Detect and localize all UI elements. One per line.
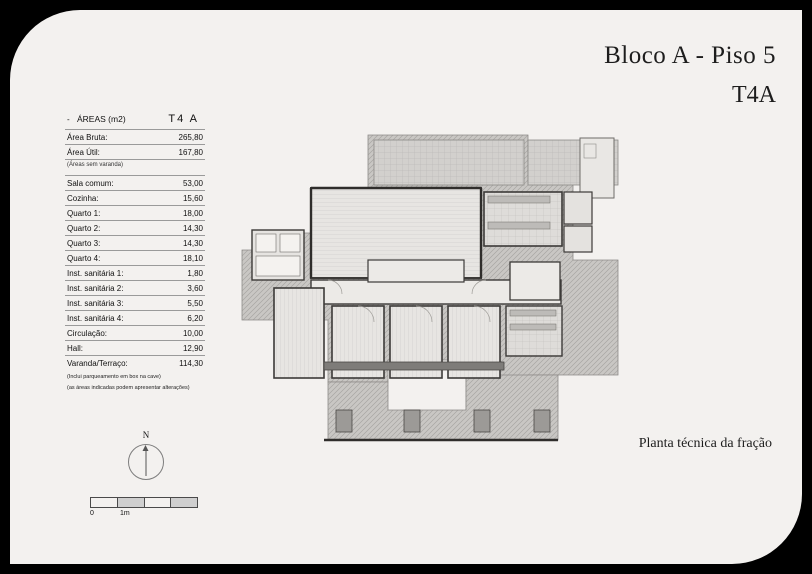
compass-needle-icon <box>146 448 147 476</box>
compass-north-label: N <box>142 430 150 440</box>
row-value: 18,00 <box>182 208 203 218</box>
scale-bar <box>90 497 198 522</box>
table-row <box>65 205 205 220</box>
row-label: Inst. sanitária 3: <box>67 298 124 308</box>
row-label: Quarto 4: <box>67 253 101 263</box>
scale-bar-labels <box>90 510 198 522</box>
table-row <box>65 325 205 340</box>
table-row <box>65 310 205 325</box>
row-label: Sala comum: <box>67 178 114 188</box>
row-label: Circulação: <box>67 328 108 338</box>
compass-dial <box>128 444 164 480</box>
areas-title: ÁREAS (m2) <box>77 114 126 124</box>
row-value: 12,90 <box>182 343 203 353</box>
row-label: Varanda/Terraço: <box>67 358 128 368</box>
room-cozinha <box>484 192 592 252</box>
areas-table <box>65 113 205 393</box>
row-label: Quarto 3: <box>67 238 101 248</box>
areas-table-header <box>65 113 205 129</box>
areas-code: T4 A <box>168 113 199 125</box>
table-row <box>65 295 205 310</box>
table-row <box>65 340 205 355</box>
row-label: Inst. sanitária 4: <box>67 313 124 323</box>
plan-caption: Planta técnica da fração <box>638 436 772 451</box>
row-value: 6,20 <box>187 313 203 323</box>
row-value: 167,80 <box>178 147 203 157</box>
row-value: 5,50 <box>187 298 203 308</box>
scale-segment <box>145 498 172 507</box>
row-value: 18,10 <box>182 253 203 263</box>
floor-plan-drawing <box>228 110 648 455</box>
row-label: Cozinha: <box>67 193 99 203</box>
row-label: Quarto 1: <box>67 208 101 218</box>
row-value: 15,60 <box>182 193 203 203</box>
row-label: Inst. sanitária 2: <box>67 283 124 293</box>
areas-footnote-1: (Inclui parqueamento em box na cave) <box>67 374 161 380</box>
page-subtitle: T4A <box>732 82 776 108</box>
row-value: 114,30 <box>179 358 203 368</box>
scale-bar-graphic <box>90 497 198 508</box>
table-row <box>65 190 205 205</box>
row-label: Área Útil: <box>67 147 100 157</box>
areas-footnote-2: (as áreas indicadas podem apresentar alterações) <box>67 385 190 392</box>
areas-summary-note: (Áreas sem varanda) <box>65 159 205 170</box>
row-value: 1,80 <box>187 268 203 278</box>
scale-segment <box>91 498 118 507</box>
table-row <box>65 144 205 159</box>
scale-label-one-meter: 1m <box>120 510 130 517</box>
table-row <box>65 280 205 295</box>
row-value: 265,80 <box>178 132 203 142</box>
row-label: Quarto 2: <box>67 223 101 233</box>
scale-segment <box>171 498 197 507</box>
scale-label-zero: 0 <box>90 510 94 517</box>
row-value: 14,30 <box>182 238 203 248</box>
areas-dash: - <box>67 115 70 124</box>
row-value: 10,00 <box>182 328 203 338</box>
table-row <box>65 250 205 265</box>
page-title: Bloco A - Piso 5 <box>604 42 776 69</box>
compass-rose <box>118 430 174 480</box>
plan-sheet <box>10 10 802 564</box>
row-label: Hall: <box>67 343 84 353</box>
row-value: 14,30 <box>182 223 203 233</box>
table-row <box>65 220 205 235</box>
table-row <box>65 175 205 190</box>
table-row <box>65 265 205 280</box>
row-label: Inst. sanitária 1: <box>67 268 124 278</box>
table-row <box>65 129 205 144</box>
row-value: 53,00 <box>182 178 203 188</box>
table-row <box>65 235 205 250</box>
row-value: 3,60 <box>187 283 203 293</box>
scale-segment <box>118 498 145 507</box>
table-row <box>65 355 205 370</box>
row-label: Área Bruta: <box>67 132 108 142</box>
